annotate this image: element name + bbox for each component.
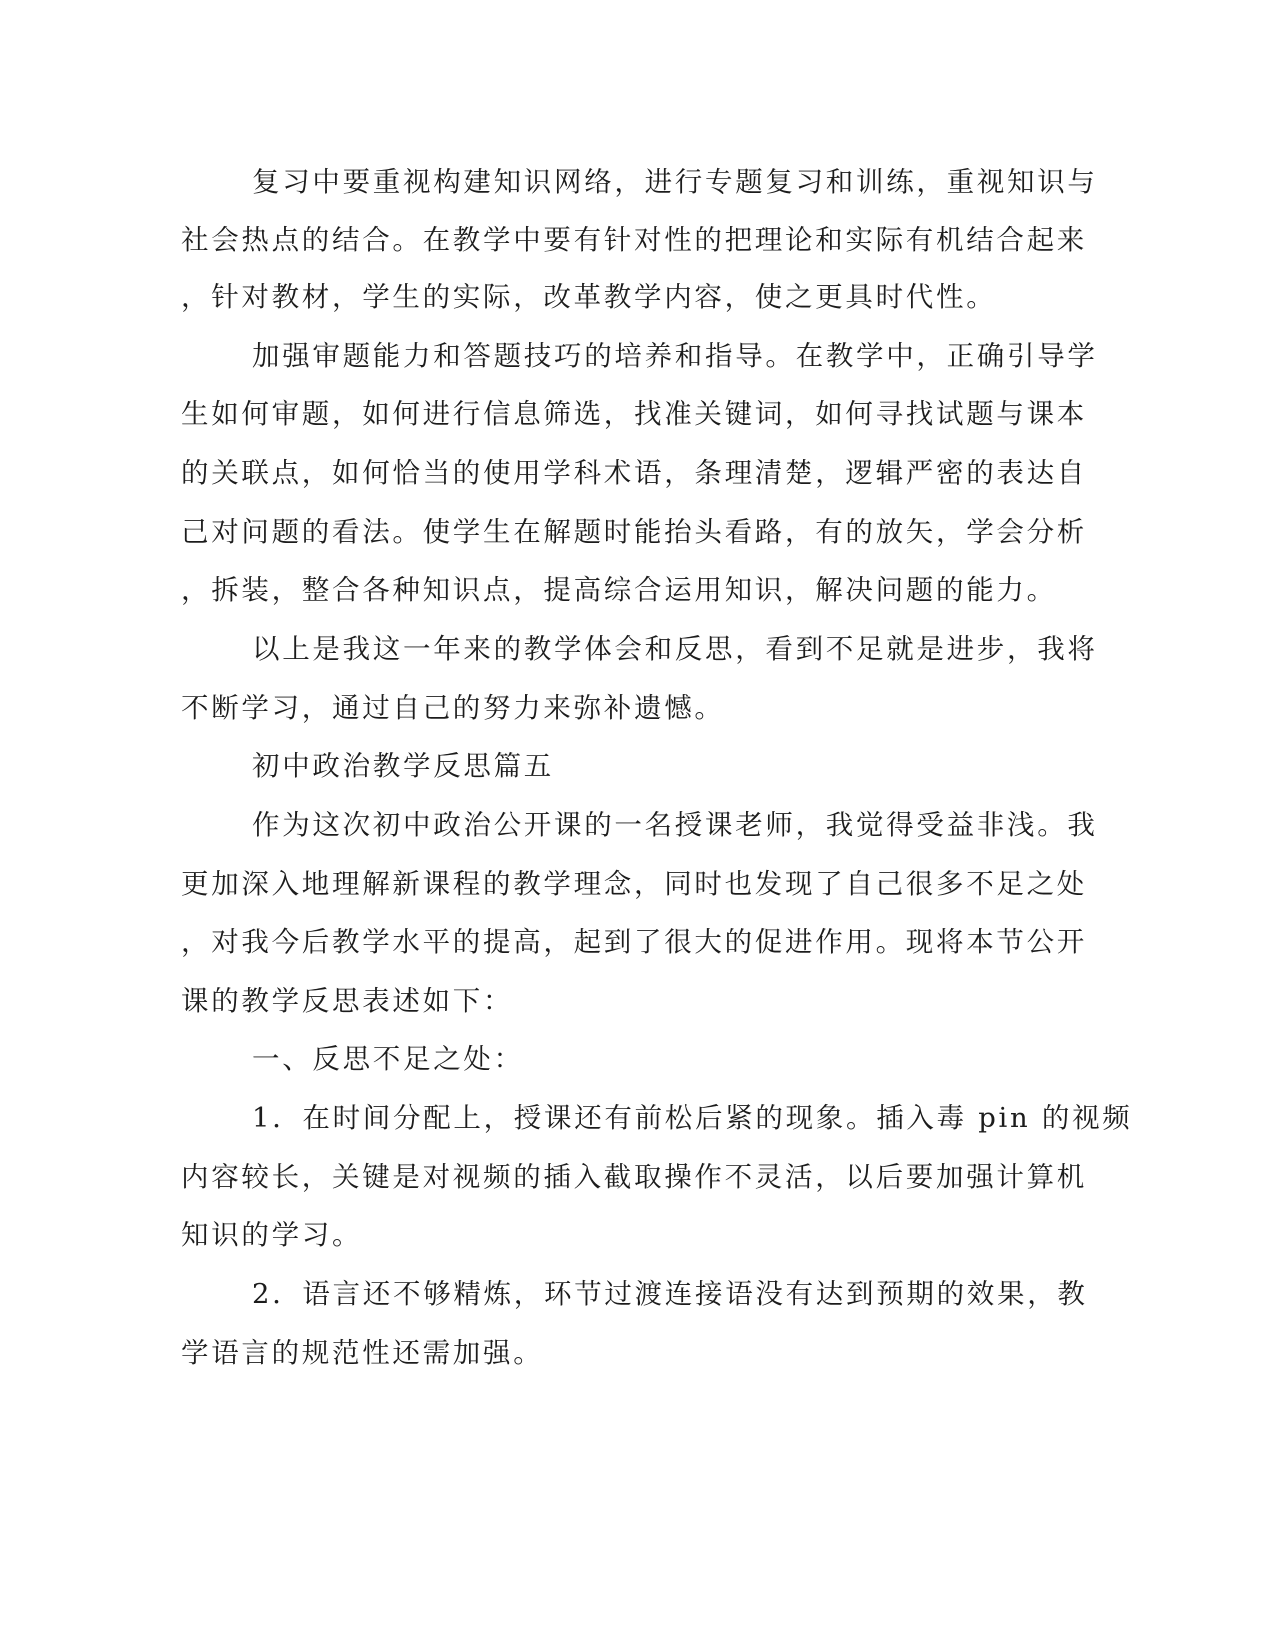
paragraph-line: 课的教学反思表述如下： (181, 985, 514, 1017)
paragraph-line: ，针对教材，学生的实际，改革教学内容，使之更具时代性。 (181, 281, 997, 313)
section-heading: 初中政治教学反思篇五 (252, 750, 554, 782)
paragraph-line: 生如何审题，如何进行信息筛选，找准关键词，如何寻找试题与课本 (181, 398, 1087, 430)
paragraph-line: 更加深入地理解新课程的教学理念，同时也发现了自己很多不足之处 (181, 868, 1087, 900)
list-item-line: 学语言的规范性还需加强。 (181, 1337, 544, 1369)
paragraph-line: 作为这次初中政治公开课的一名授课老师，我觉得受益非浅。我 (252, 809, 1098, 841)
list-item-line: 内容较长，关键是对视频的插入截取操作不灵活，以后要加强计算机 (181, 1161, 1087, 1193)
paragraph-line: 复习中要重视构建知识网络，进行专题复习和训练，重视知识与 (252, 166, 1098, 198)
paragraph-line: ，拆装，整合各种知识点，提高综合运用知识，解决问题的能力。 (181, 574, 1057, 606)
paragraph-line: 不断学习，通过自己的努力来弥补遗憾。 (181, 692, 725, 724)
paragraph-line: 社会热点的结合。在教学中要有针对性的把理论和实际有机结合起来 (181, 224, 1087, 256)
list-item-line: 知识的学习。 (181, 1219, 363, 1251)
subsection-heading: 一、反思不足之处： (252, 1043, 524, 1075)
paragraph-line: 的关联点，如何恰当的使用学科术语，条理清楚，逻辑严密的表达自 (181, 457, 1087, 489)
paragraph-line: 加强审题能力和答题技巧的培养和指导。在教学中，正确引导学 (252, 340, 1098, 372)
list-item-line: 2．语言还不够精炼，环节过渡连接语没有达到预期的效果，教 (252, 1278, 1088, 1310)
list-item-line: 1．在时间分配上，授课还有前松后紧的现象。插入毒 pin 的视频 (252, 1102, 1133, 1134)
paragraph-line: 以上是我这一年来的教学体会和反思，看到不足就是进步，我将 (252, 633, 1098, 665)
paragraph-line: ，对我今后教学水平的提高，起到了很大的促进作用。现将本节公开 (181, 926, 1087, 958)
paragraph-line: 己对问题的看法。使学生在解题时能抬头看路，有的放矢，学会分析 (181, 516, 1087, 548)
